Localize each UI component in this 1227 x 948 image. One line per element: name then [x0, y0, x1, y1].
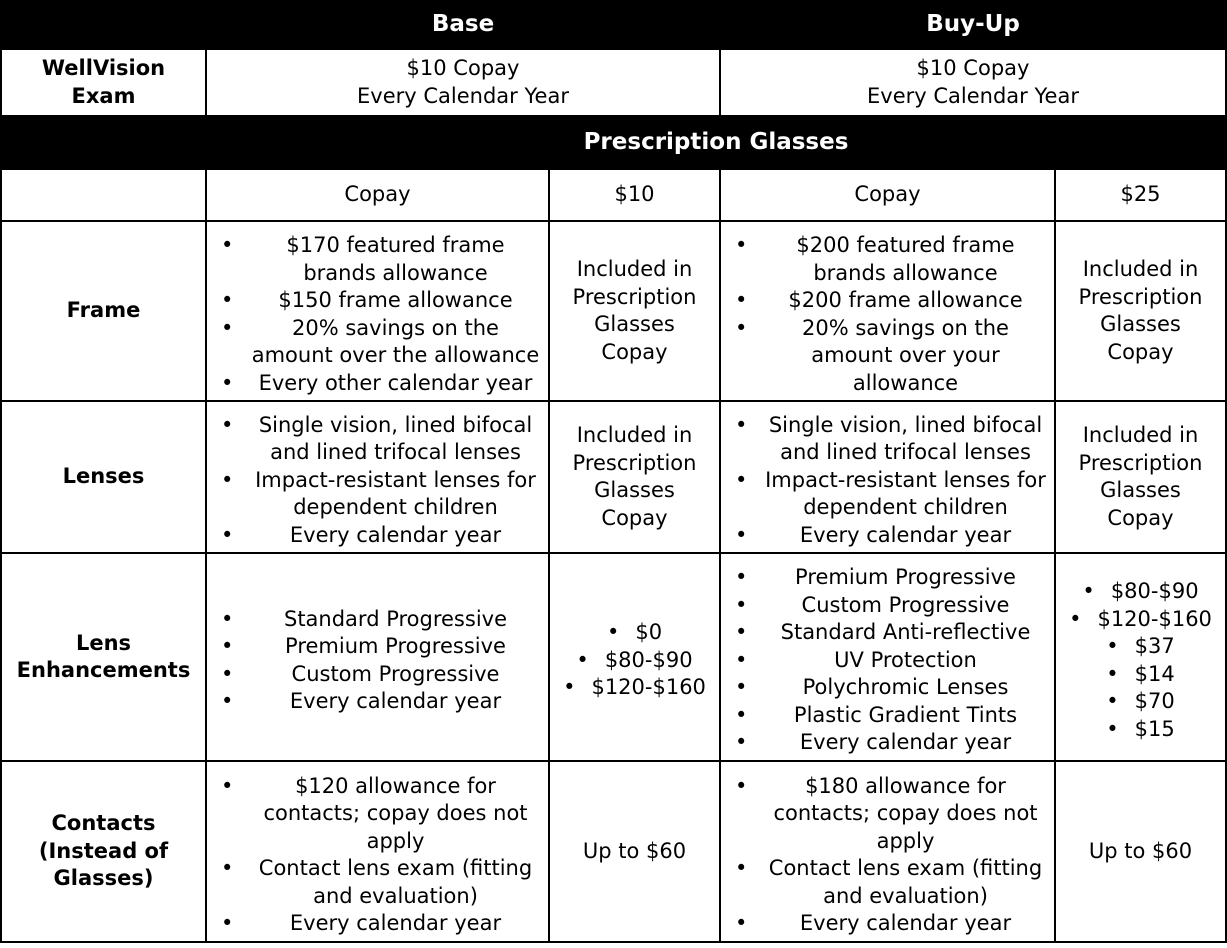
list-item: • Every calendar year [763, 729, 1048, 757]
contacts-base-cost: Up to $60 [549, 761, 720, 942]
contacts-base-list [206, 761, 549, 942]
frame-base-cost: Included in Prescription Glasses Copay [549, 221, 720, 401]
list-item: • Every calendar year [249, 688, 542, 716]
enhancements-row [1, 553, 1226, 761]
enhancements-base-costs [549, 553, 720, 761]
contacts-buyup-cost: Up to $60 [1055, 761, 1226, 942]
list-item: • $0 [550, 619, 719, 647]
list-item: • 20% savings on the amount over the allowance [249, 315, 542, 370]
contacts-buyup-list [720, 761, 1055, 942]
copay-base-label: Copay [206, 169, 549, 221]
list-item: • $200 featured frame brands allowance [763, 232, 1048, 287]
list-item: • $15 [1056, 716, 1225, 744]
exam-row [1, 49, 1226, 116]
exam-base: $10 Copay Every Calendar Year [206, 49, 720, 116]
list-item: • Impact-resistant lenses for dependent children [249, 467, 542, 522]
header-corner [1, 1, 206, 49]
frame-base-list [206, 221, 549, 401]
list-item: • Standard Anti-reflective [763, 619, 1048, 647]
list-item: • $170 featured frame brands allowance [249, 232, 542, 287]
column-header-base: Base [206, 1, 720, 49]
lenses-base-cost: Included in Prescription Glasses Copay [549, 401, 720, 553]
copay-base-value: $10 [549, 169, 720, 221]
enhancements-buyup-list [720, 553, 1055, 761]
header-row [1, 1, 1226, 49]
list-item: • $70 [1056, 688, 1225, 716]
list-item: • Plastic Gradient Tints [763, 702, 1048, 730]
list-item: • $14 [1056, 661, 1225, 689]
list-item: • $37 [1056, 633, 1225, 661]
lenses-label: Lenses [1, 401, 206, 553]
list-item: • Every calendar year [249, 522, 542, 550]
list-item: • Single vision, lined bifocal and lined trifocal lenses [763, 412, 1048, 467]
lenses-buyup-cost: Included in Prescription Glasses Copay [1055, 401, 1226, 553]
lenses-base-list [206, 401, 549, 553]
list-item: • Every calendar year [249, 910, 542, 938]
enhancements-label: Lens Enhancements [1, 553, 206, 761]
contacts-label: Contacts (Instead of Glasses) [1, 761, 206, 942]
list-item: • Every calendar year [763, 910, 1048, 938]
copay-row [1, 169, 1226, 221]
list-item: • Contact lens exam (fitting and evaluation) [249, 855, 542, 910]
copay-buyup-label: Copay [720, 169, 1055, 221]
section-title: Prescription Glasses [206, 116, 1226, 169]
enhancements-base-list [206, 553, 549, 761]
list-item: • Premium Progressive [763, 564, 1048, 592]
list-item: • Standard Progressive [249, 606, 542, 634]
exam-label: WellVision Exam [1, 49, 206, 116]
frame-buyup-cost: Included in Prescription Glasses Copay [1055, 221, 1226, 401]
list-item: • Impact-resistant lenses for dependent children [763, 467, 1048, 522]
list-item: • Every other calendar year [249, 370, 542, 398]
list-item: • Contact lens exam (fitting and evaluation) [763, 855, 1048, 910]
list-item: • $150 frame allowance [249, 287, 542, 315]
list-item: • $80-$90 [1056, 578, 1225, 606]
list-item: • Single vision, lined bifocal and lined trifocal lenses [249, 412, 542, 467]
list-item: • $120-$160 [1056, 606, 1225, 634]
list-item: • $80-$90 [550, 647, 719, 675]
list-item: • Premium Progressive [249, 633, 542, 661]
frame-label: Frame [1, 221, 206, 401]
lenses-buyup-list [720, 401, 1055, 553]
list-item: • $200 frame allowance [763, 287, 1048, 315]
frame-buyup-list [720, 221, 1055, 401]
column-header-buyup: Buy-Up [720, 1, 1226, 49]
section-corner [1, 116, 206, 169]
list-item: • Polychromic Lenses [763, 674, 1048, 702]
frame-row [1, 221, 1226, 401]
enhancements-buyup-costs [1055, 553, 1226, 761]
lenses-row [1, 401, 1226, 553]
list-item: • $120-$160 [550, 674, 719, 702]
copay-buyup-value: $25 [1055, 169, 1226, 221]
list-item: • Custom Progressive [249, 661, 542, 689]
list-item: • $120 allowance for contacts; copay does not apply [249, 773, 542, 856]
list-item: • Every calendar year [763, 522, 1048, 550]
copay-label-empty [1, 169, 206, 221]
list-item: • Custom Progressive [763, 592, 1048, 620]
exam-buyup: $10 Copay Every Calendar Year [720, 49, 1226, 116]
list-item: • 20% savings on the amount over your allowance [763, 315, 1048, 398]
list-item: • $180 allowance for contacts; copay does not apply [763, 773, 1048, 856]
list-item: • UV Protection [763, 647, 1048, 675]
contacts-row [1, 761, 1226, 942]
section-row [1, 116, 1226, 169]
